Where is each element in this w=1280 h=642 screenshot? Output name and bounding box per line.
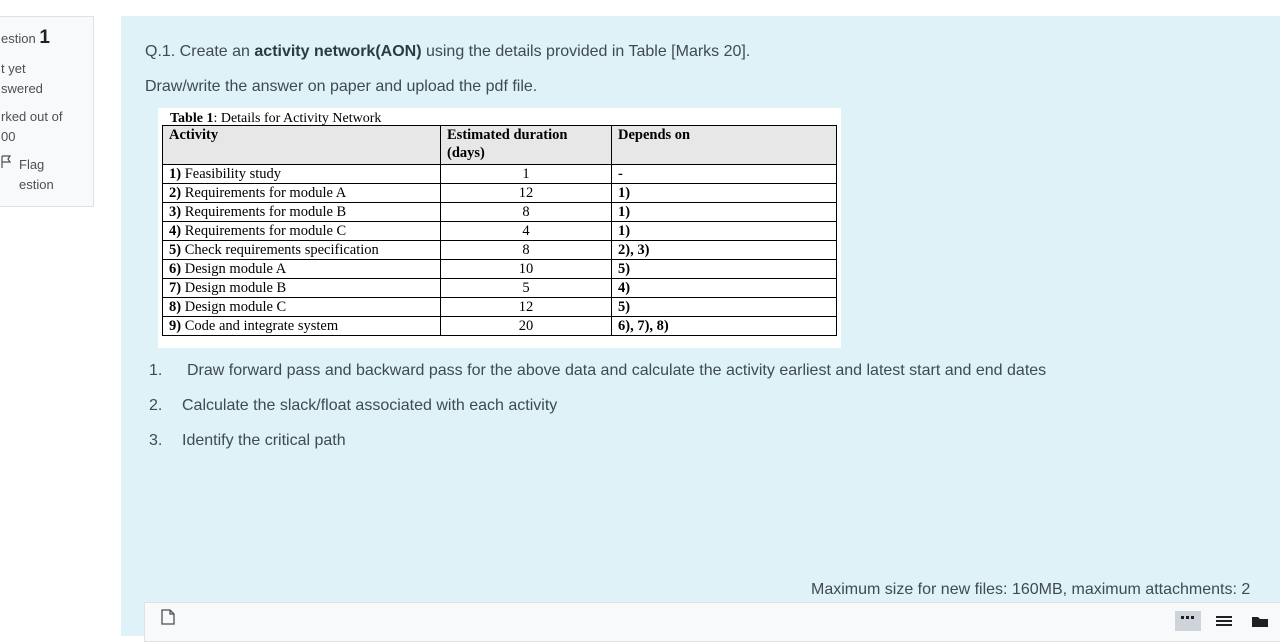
activity-number: 7) — [169, 280, 182, 296]
activity-number: 3) — [169, 204, 182, 220]
activity-number: 1) — [169, 166, 182, 182]
list-item-number: 2. — [149, 397, 163, 414]
activity-name: Code and integrate system — [181, 318, 339, 334]
grade-line-1: rked out of — [1, 109, 63, 124]
flag-question-toggle[interactable] — [1, 155, 93, 195]
duration-cell: 12 — [441, 298, 612, 317]
activity-cell — [163, 184, 441, 203]
table-header-row — [163, 126, 837, 165]
table-row — [163, 279, 837, 298]
question-formulation — [121, 16, 1280, 636]
list-item-number: 1. — [149, 362, 163, 379]
activity-number: 9) — [169, 318, 182, 334]
activity-number: 2) — [169, 185, 182, 201]
table-row — [163, 241, 837, 260]
question-suffix: using the details provided in Table [Marks 20]. — [421, 43, 751, 60]
activity-name: Requirements for module B — [181, 204, 347, 220]
depends-cell: 1) — [612, 184, 837, 203]
duration-cell: 4 — [441, 222, 612, 241]
question-text-line-1 — [145, 43, 750, 61]
activity-number: 4) — [169, 223, 182, 239]
duration-cell: 8 — [441, 203, 612, 222]
question-grade — [1, 107, 93, 147]
duration-cell: 8 — [441, 241, 612, 260]
list-item-text: Calculate the slack/float associated with each activity — [182, 397, 558, 414]
question-prefix: Q.1. Create an — [145, 43, 255, 60]
header-activity: Activity — [163, 126, 441, 165]
grade-line-2: 00 — [1, 129, 16, 144]
activity-name: Check requirements specification — [181, 242, 379, 258]
depends-cell: - — [612, 165, 837, 184]
view-switcher — [1175, 611, 1273, 631]
activity-name: Design module B — [181, 280, 287, 296]
state-line-1: t yet — [1, 61, 26, 76]
question-number — [1, 27, 93, 49]
header-duration: Estimated duration (days) — [441, 126, 612, 165]
duration-cell: 1 — [441, 165, 612, 184]
table-caption-text: : Details for Activity Network — [213, 111, 382, 126]
depends-cell: 2), 3) — [612, 241, 837, 260]
question-number-value: 1 — [39, 27, 50, 48]
state-line-2: swered — [1, 81, 43, 96]
header-depends: Depends on — [612, 126, 837, 165]
file-icon[interactable] — [161, 609, 175, 630]
depends-cell: 5) — [612, 298, 837, 317]
activity-cell — [163, 279, 441, 298]
activity-cell — [163, 203, 441, 222]
grid-view-icon[interactable] — [1175, 611, 1201, 631]
depends-cell: 1) — [612, 222, 837, 241]
list-view-icon[interactable] — [1211, 611, 1237, 631]
depends-cell: 6), 7), 8) — [612, 317, 837, 336]
depends-cell: 4) — [612, 279, 837, 298]
duration-cell: 10 — [441, 260, 612, 279]
activity-name: Feasibility study — [181, 166, 281, 182]
question-state — [1, 59, 93, 99]
flag-icon — [1, 155, 13, 175]
activity-cell — [163, 317, 441, 336]
folder-tree-icon[interactable] — [1247, 611, 1273, 631]
duration-cell: 5 — [441, 279, 612, 298]
activity-cell — [163, 165, 441, 184]
table-row — [163, 165, 837, 184]
activity-number: 5) — [169, 242, 182, 258]
list-item-number: 3. — [149, 432, 163, 449]
duration-cell: 20 — [441, 317, 612, 336]
activity-cell — [163, 241, 441, 260]
upload-limits: Maximum size for new files: 160MB, maximum attachments: 2 — [811, 581, 1251, 598]
table-row — [163, 222, 837, 241]
activity-name: Design module C — [181, 299, 287, 315]
list-item-text: Identify the critical path — [182, 432, 346, 449]
table-row — [163, 184, 837, 203]
activity-name: Design module A — [181, 261, 287, 277]
flag-line-1: Flag — [19, 157, 45, 172]
activity-cell — [163, 222, 441, 241]
table-row — [163, 317, 837, 336]
flag-line-2: estion — [19, 177, 54, 192]
table-row — [163, 298, 837, 317]
list-item-text: Draw forward pass and backward pass for the above data and calculate the activity earliest and latest start and end dates — [187, 362, 1047, 379]
activity-number: 8) — [169, 299, 182, 315]
filemanager-toolbar — [144, 602, 1280, 642]
table-row — [163, 203, 837, 222]
duration-cell: 12 — [441, 184, 612, 203]
question-label: estion — [1, 31, 36, 46]
activity-cell — [163, 260, 441, 279]
question-info-panel — [0, 16, 94, 207]
activity-name: Requirements for module C — [181, 223, 347, 239]
depends-cell: 5) — [612, 260, 837, 279]
activity-details-table — [162, 125, 837, 336]
depends-cell: 1) — [612, 203, 837, 222]
activity-table-image — [158, 108, 841, 348]
activity-number: 6) — [169, 261, 182, 277]
question-text-line-2: Draw/write the answer on paper and upload the pdf file. — [145, 78, 538, 95]
activity-cell — [163, 298, 441, 317]
question-bold-term: activity network(AON) — [254, 43, 422, 60]
activity-name: Requirements for module A — [181, 185, 347, 201]
table-caption-bold: Table 1 — [170, 111, 214, 126]
table-row — [163, 260, 837, 279]
